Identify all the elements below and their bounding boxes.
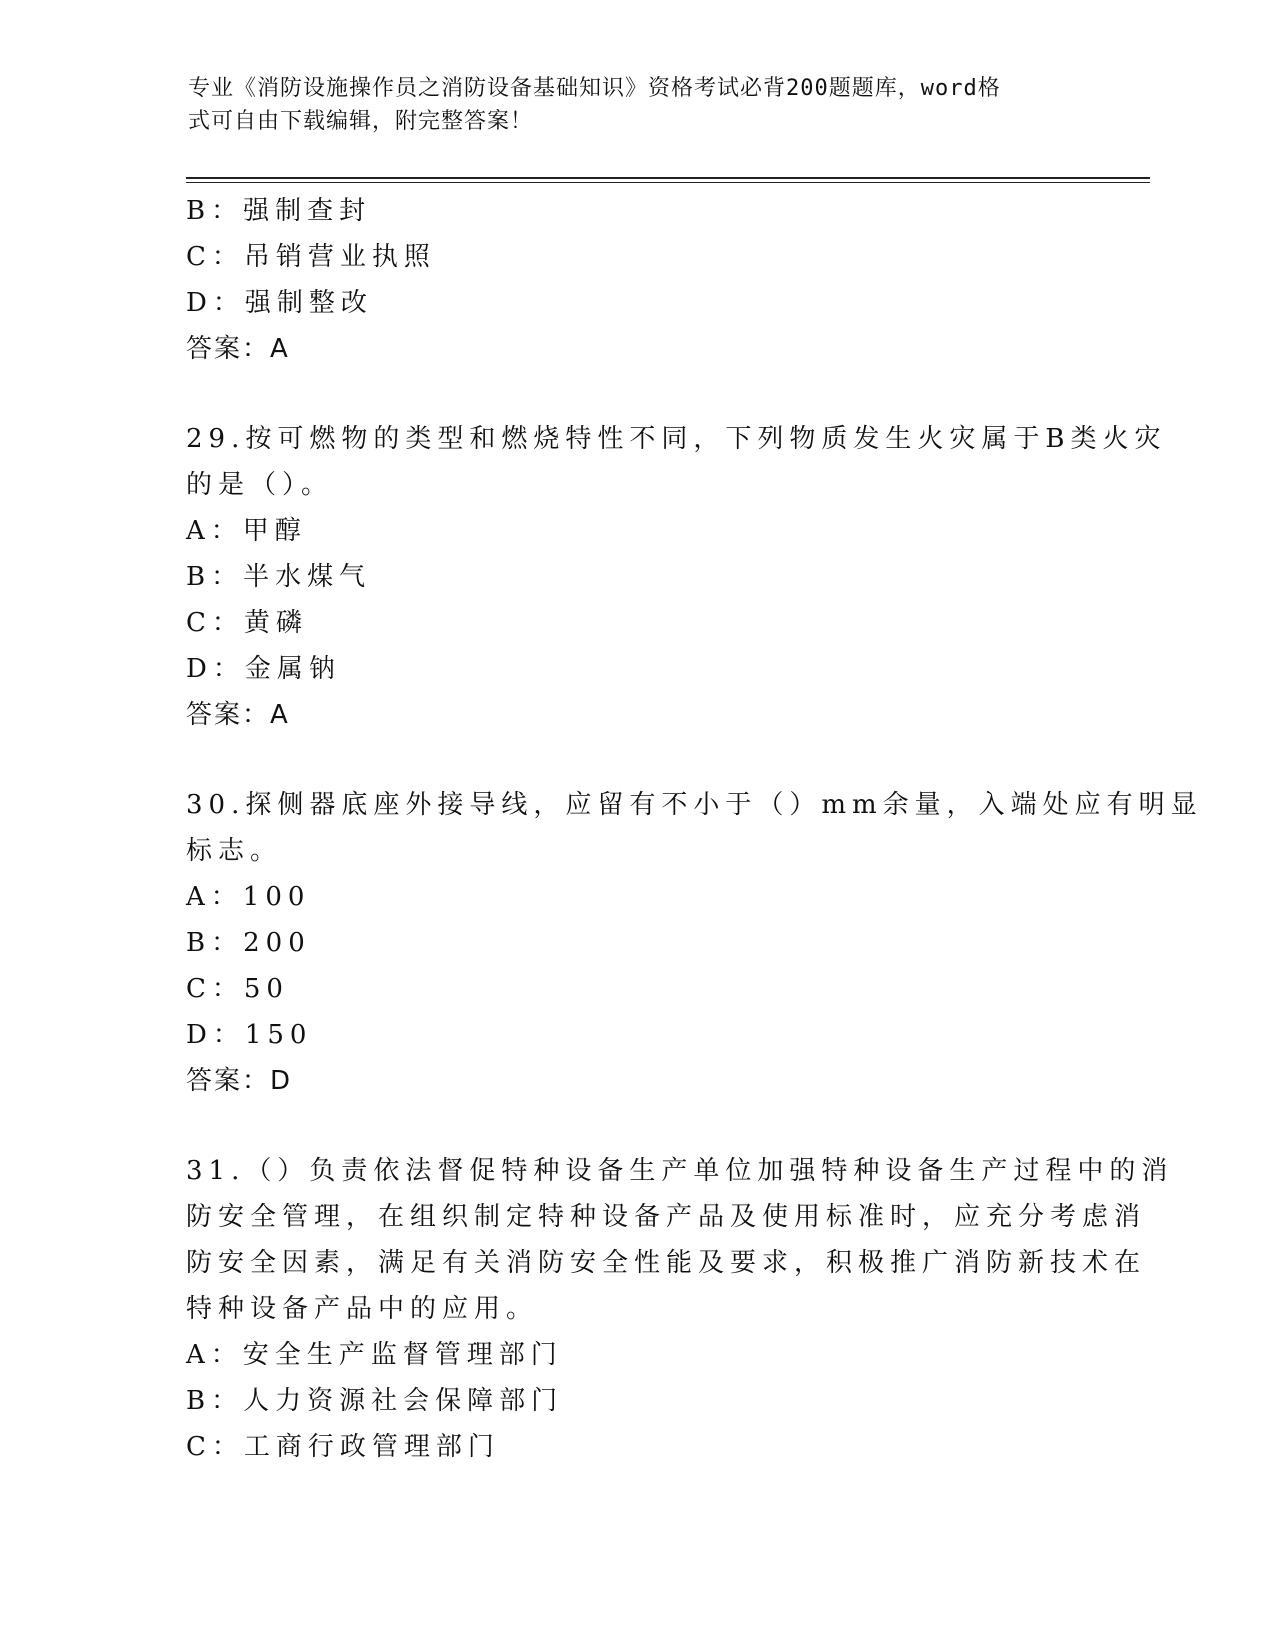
option-c: C：50 xyxy=(186,974,289,1004)
header-line-1: 专业《消防设施操作员之消防设备基础知识》资格考试必背200题题库，word格 xyxy=(188,76,1001,101)
answer-line: 答案：A xyxy=(186,700,290,730)
question-text-line: 29.按可燃物的类型和燃烧特性不同，下列物质发生火灾属于B类火灾 xyxy=(186,424,1167,454)
header-line-2: 式可自由下载编辑，附完整答案！ xyxy=(188,109,534,134)
document-header xyxy=(188,72,1068,138)
answer-line: 答案：A xyxy=(186,334,290,364)
question-text-line: 防安全管理，在组织制定特种设备产品及使用标准时，应充分考虑消 xyxy=(186,1202,1147,1232)
spacer xyxy=(186,372,1086,416)
option-d: D：金属钠 xyxy=(186,654,341,684)
option-c: C：吊销营业执照 xyxy=(186,242,436,272)
spacer xyxy=(186,738,1086,782)
option-d: D：强制整改 xyxy=(186,288,373,318)
question-text-line: 特种设备产品中的应用。 xyxy=(186,1294,539,1324)
question-text-line: 31.（）负责依法督促特种设备生产单位加强特种设备生产过程中的消 xyxy=(186,1156,1174,1186)
answer-line: 答案：D xyxy=(186,1066,293,1096)
question-content xyxy=(186,188,1203,1470)
question-30 xyxy=(186,782,1203,1104)
question-text-line: 防安全因素，满足有关消防安全性能及要求，积极推广消防新技术在 xyxy=(186,1248,1147,1278)
option-a: A：100 xyxy=(186,882,311,912)
question-29 xyxy=(186,416,1167,738)
option-c: C：黄磷 xyxy=(186,608,308,638)
question-31 xyxy=(186,1148,1174,1470)
option-b: B：半水煤气 xyxy=(186,562,372,592)
option-a: A：甲醇 xyxy=(186,516,307,546)
question-text-line: 的是（）。 xyxy=(186,470,334,500)
option-a: A：安全生产监督管理部门 xyxy=(186,1340,563,1370)
option-d: D：150 xyxy=(186,1020,313,1050)
header-rule-thin xyxy=(186,182,1150,183)
option-c: C：工商行政管理部门 xyxy=(186,1432,500,1462)
spacer xyxy=(186,1104,1086,1148)
header-rule-thick xyxy=(186,177,1150,179)
question-text-line: 30.探侧器底座外接导线，应留有不小于（）mm余量，入端处应有明显 xyxy=(186,790,1203,820)
option-b: B：200 xyxy=(186,928,311,958)
previous-question-tail xyxy=(186,188,1086,372)
option-b: B：强制查封 xyxy=(186,196,372,226)
option-b: B：人力资源社会保障部门 xyxy=(186,1386,564,1416)
question-text-line: 标志。 xyxy=(186,836,283,866)
